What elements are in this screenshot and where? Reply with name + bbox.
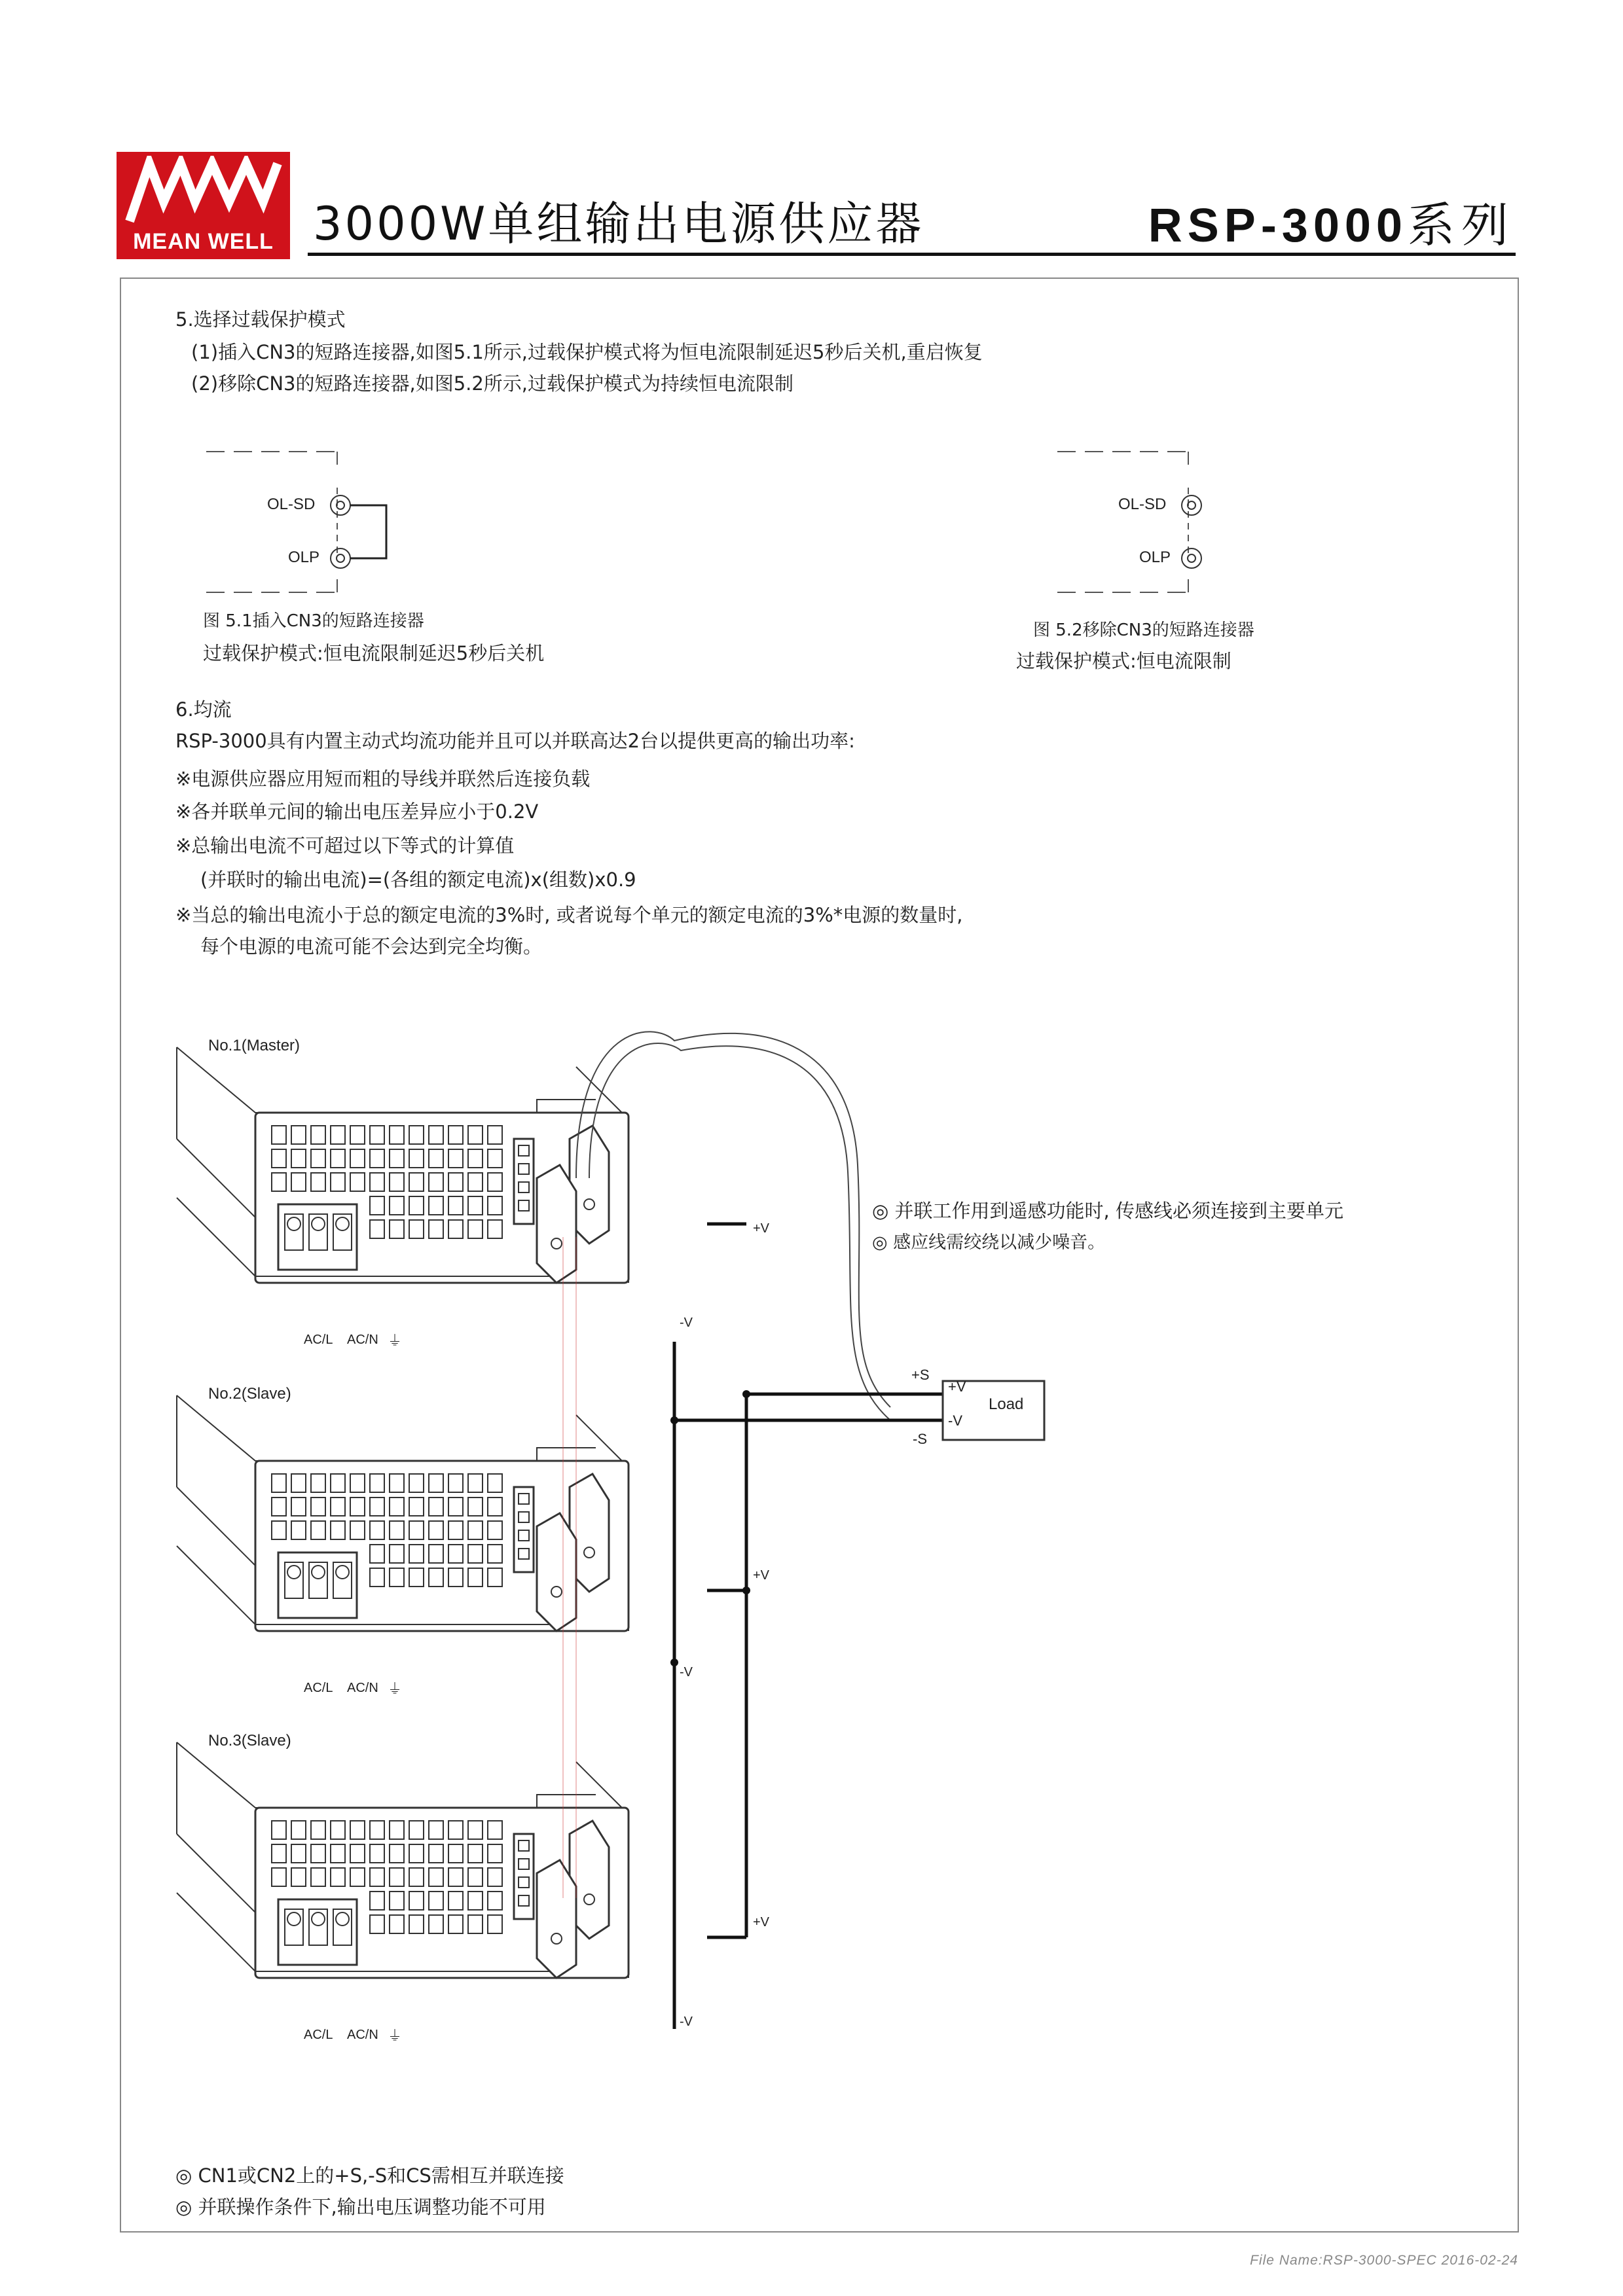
- unit-1-acl: AC/L: [304, 1333, 333, 1347]
- unit-3-plus-v: +V: [753, 1915, 770, 1929]
- minus-s-label: -S: [913, 1431, 927, 1447]
- fig1-pin-olp: OLP: [288, 548, 320, 566]
- unit-1-ground: ⏚: [388, 1333, 403, 1349]
- fig1-caption: 图 5.1插入CN3的短路连接器: [203, 611, 424, 631]
- unit-1-acn: AC/N: [347, 1333, 378, 1347]
- psu-unit-3: [177, 1742, 629, 1978]
- fig2-caption: 图 5.2移除CN3的短路连接器: [1033, 620, 1254, 640]
- plus-s-label: +S: [911, 1367, 930, 1383]
- fig1-pin-ol-sd: OL-SD: [267, 495, 316, 513]
- bottom-note-1: ◎ CN1或CN2上的+S,-S和CS需相互并联连接: [175, 2164, 564, 2187]
- output-bus-wires: [674, 1224, 943, 2029]
- section5-number: 5.: [175, 308, 194, 331]
- bottom-note-2: ◎ 并联操作条件下,输出电压调整功能不可用: [175, 2196, 546, 2218]
- unit-1-label: No.1(Master): [208, 1037, 301, 1054]
- file-name-footer: File Name:RSP-3000-SPEC 2016-02-24: [1250, 2253, 1518, 2268]
- section6-note-1: ※电源供应器应用短而粗的导线并联然后连接负载: [175, 768, 591, 790]
- load-label: Load: [989, 1395, 1024, 1413]
- unit-2-label: No.2(Slave): [208, 1385, 291, 1403]
- unit-2-plus-v: +V: [753, 1568, 770, 1583]
- unit-3-ground: ⏚: [388, 2028, 403, 2044]
- unit-2-acn: AC/N: [347, 1681, 378, 1695]
- section6-intro: RSP-3000具有内置主动式均流功能并且可以并联高达2台以提供更高的输出功率:: [175, 730, 855, 752]
- psu-unit-2: [177, 1395, 629, 1631]
- unit-3-acl: AC/L: [304, 2028, 333, 2042]
- load-plus-v: +V: [948, 1378, 966, 1395]
- series-suffix: 系列: [1407, 200, 1515, 252]
- unit-3-minus-v: -V: [680, 2015, 693, 2029]
- section5-item-2: (2)移除CN3的短路连接器,如图5.2所示,过载保护模式为持续恒电流限制: [191, 372, 794, 395]
- fig2-pin-ol-sd: OL-SD: [1118, 495, 1167, 513]
- unit-2-minus-v: -V: [680, 1665, 693, 1679]
- section6-note-5: 每个电源的电流可能不会达到完全均衡。: [200, 935, 543, 958]
- diagram-note-2: ◎ 感应线需绞绕以减少噪音。: [872, 1232, 1106, 1253]
- fig2-pin-olp: OLP: [1139, 548, 1171, 566]
- fig2-mode: 过载保护模式:恒电流限制: [1016, 650, 1231, 672]
- load-minus-v: -V: [948, 1412, 962, 1429]
- unit-1-plus-v: +V: [753, 1221, 770, 1236]
- unit-2-acl: AC/L: [304, 1681, 333, 1695]
- logo-text: MEAN WELL: [133, 229, 274, 254]
- diagram-note-1: ◎ 并联工作用到遥感功能时, 传感线必须连接到主要单元: [872, 1200, 1343, 1222]
- fig1-mode: 过载保护模式:恒电流限制延迟5秒后关机: [203, 642, 545, 664]
- section5-title: 选择过载保护模式: [193, 308, 346, 331]
- section6-formula: (并联时的输出电流)=(各组的额定电流)x(组数)x0.9: [200, 869, 636, 891]
- section5-item-1: (1)插入CN3的短路连接器,如图5.1所示,过载保护模式将为恒电流限制延迟5秒后关机,重启恢复: [191, 341, 983, 363]
- section6-number: 6.: [175, 698, 194, 721]
- unit-3-label: No.3(Slave): [208, 1732, 291, 1749]
- section6-note-3: ※总输出电流不可超过以下等式的计算值: [175, 834, 515, 857]
- unit-2-ground: ⏚: [388, 1681, 403, 1697]
- series-model: RSP-3000: [1148, 200, 1408, 252]
- psu-unit-1: [177, 1047, 629, 1283]
- section6-title: 均流: [193, 698, 232, 721]
- unit-3-acn: AC/N: [347, 2028, 378, 2042]
- unit-1-minus-v: -V: [680, 1316, 693, 1330]
- document-title: 3000W单组输出电源供应器: [313, 197, 924, 251]
- section6-note-2: ※各并联单元间的输出电压差异应小于0.2V: [175, 800, 539, 823]
- section6-note-4: ※当总的输出电流小于总的额定电流的3%时, 或者说每个单元的额定电流的3%*电源的数量时,: [175, 904, 963, 926]
